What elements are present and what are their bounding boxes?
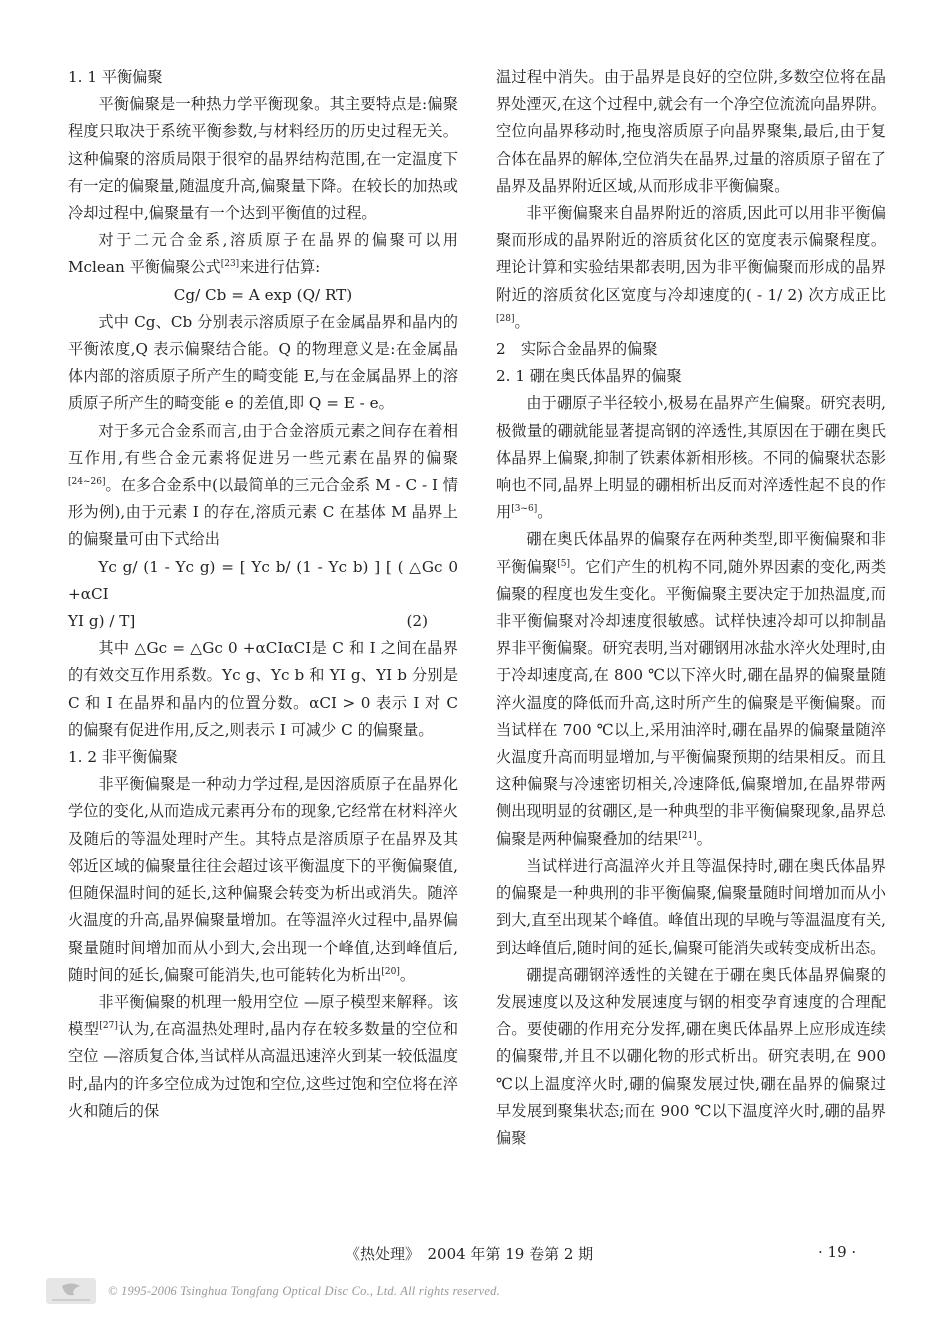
- citation: [24~26]: [68, 476, 106, 487]
- paragraph: 硼在奥氏体晶界的偏聚存在两种类型,即平衡偏聚和非平衡偏聚[5]。它们产生的机构不同,随外界因素的变化,两类偏聚的程度也发生变化。平衡偏聚主要决定于加热温度,而非平衡偏聚对冷却速度很敏感。试样快速冷却可以抑制晶界非平衡偏聚。研究表明,当对硼钢用冰盐水淬火处理时,由于冷却速度高,在 800 ℃以下淬火时,硼在晶界的偏聚量随淬火温度的降低而升高,这时所产生的偏聚是平衡偏聚。而当试样在 700 ℃以上,采用油淬时,硼在晶界的偏聚量随淬火温度升高而明显增加,与平衡偏聚预期的结果相反。而且这种偏聚与冷速密切相关,冷速降低,偏聚增加,在晶界带两侧出现明显的贫硼区,是一种典型的非平衡偏聚现象,晶界总偏聚是两种偏聚叠加的结果[21]。: [496, 530, 887, 848]
- citation: [28]: [496, 313, 515, 324]
- paragraph: 平衡偏聚是一种热力学平衡现象。其主要特点是:偏聚程度只取决于系统平衡参数,与材料经历的历史过程无关。这种偏聚的溶质局限于很窄的晶界结构范围,在一定温度下有一定的偏聚量,随温度升高,偏聚量下降。在较长的加热或冷却过程中,偏聚量有一个达到平衡值的过程。: [68, 95, 458, 223]
- publisher-logo-icon: [46, 1278, 96, 1304]
- formula-2: [68, 554, 458, 636]
- section-heading-2-1: 2. 1 硼在奥氏体晶界的偏聚: [496, 367, 682, 386]
- citation: [5]: [557, 558, 570, 569]
- paragraph: 对于多元合金系而言,由于合金溶质元素之间存在着相互作用,有些合金元素将促进另一些元素在晶界的偏聚[24~26]。在多合金系中(以最简单的三元合金系 M - C - I 情形为例),由于元素 I 的存在,溶质元素 C 在基体 M 晶界上的偏聚量可由下式给出: [68, 421, 458, 549]
- citation: [23]: [220, 259, 240, 270]
- left-column: [68, 64, 458, 1125]
- paragraph: 当试样进行高温淬火并且等温保持时,硼在奥氏体晶界的偏聚是一种典刑的非平衡偏聚,偏聚量随时间增加而从小到大,直至出现某个峰值。峰值出现的早晚与等温温度有关,到达峰值后,随时间的延长,偏聚可能消失或转变成析出态。: [496, 856, 886, 957]
- paragraph: 其中 △Gc = △Gc 0 +αCIαCI是 C 和 I 之间在晶界的有效交互作用系数。Yc g、Yc b 和 YI g、YI b 分别是 C 和 I 在晶界和晶内的位置分数。αCI > 0 表示 I 对 C 的偏聚有促进作用,反之,则表示 I 可减少 C 的偏聚量。: [68, 639, 458, 739]
- paragraph: 非平衡偏聚的机理一般用空位 —原子模型来解释。该模型[27]认为,在高温热处理时,晶内存在较多数量的空位和空位 —溶质复合体,当试样从高温迅速淬火到某一较低温度时,晶内的许多空位成为过饱和空位,这些过饱和空位将在淬火和随后的保: [68, 992, 459, 1120]
- citation: [21]: [678, 830, 697, 841]
- paragraph: 非平衡偏聚来自晶界附近的溶质,因此可以用非平衡偏聚而形成的晶界附近的溶质贫化区的宽度表示偏聚程度。理论计算和实验结果都表明,因为非平衡偏聚而形成的晶界附近的溶质贫化区宽度与冷却速度的( - 1/ 2) 次方成正比[28]。: [496, 204, 886, 331]
- section-heading-1-2: 1. 2 非平衡偏聚: [68, 748, 178, 767]
- formula-1: Cg/ Cb = A exp (Q/ RT): [173, 285, 353, 304]
- paragraph: 非平衡偏聚是一种动力学过程,是因溶质原子在晶界化学位的变化,从而造成元素再分布的现象,它经常在材料淬火及随后的等温处理时产生。其特点是溶质原子在晶界及其邻近区域的偏聚量往往会超过该平衡温度下的平衡偏聚值,但随保温时间的延长,这种偏聚会转变为析出或消失。随淬火温度的升高,晶界偏聚量增加。在等温淬火过程中,晶界偏聚量随时间增加而从小到大,会出现一个峰值,达到峰值后,随时间的延长,偏聚可能消失,也可能转化为析出[20]。: [68, 775, 458, 984]
- page-number: · 19 ·: [818, 1243, 857, 1261]
- copyright-notice: © 1995-2006 Tsinghua Tongfang Optical Disc Co., Ltd. All rights reserved.: [108, 1284, 500, 1298]
- formula-2-line-2: YI g) / T]: [68, 612, 136, 631]
- section-heading-2: 2 实际合金晶界的偏聚: [496, 340, 658, 359]
- formula-2-line-1: Yc g/ (1 - Yc g) = [ Yc b/ (1 - Yc b) ] [ ( △Gc 0 +αCI: [68, 557, 458, 603]
- paragraph: 对于二元合金系,溶质原子在晶界的偏聚可以用 Mclean 平衡偏聚公式[23]来进行估算:: [68, 231, 458, 277]
- citation: [20]: [381, 966, 400, 977]
- section-heading-1-1: 1. 1 平衡偏聚: [68, 68, 163, 86]
- paragraph: 式中 Cg、Cb 分别表示溶质原子在金属晶界和晶内的平衡浓度,Q 表示偏聚结合能。Q 的物理意义是:在金属晶体内部的溶质原子所产生的畸变能 E,与在金属晶界上的溶质原子所产生的畸变能 e 的差值,即 Q = E - e。: [68, 312, 458, 413]
- paragraph: 由于硼原子半径较小,极易在晶界产生偏聚。研究表明,极微量的硼就能显著提高钢的淬透性,其原因在于硼在奥氏体晶界上偏聚,抑制了铁素体新相形核。不同的偏聚状态影响也不同,晶界上明显的硼相析出反而对淬透性起不良的作用[3~6]。: [496, 394, 886, 522]
- right-column: [496, 64, 886, 1152]
- citation: [27]: [99, 1021, 118, 1032]
- paragraph: 硼提高硼钢淬透性的关键在于硼在奥氏体晶界偏聚的发展速度以及这种发展速度与钢的相变孕育速度的合理配合。要使硼的作用充分发挥,硼在奥氏体晶界上应形成连续的偏聚带,并且不以硼化物的形式析出。研究表明,在 900 ℃以上温度淬火时,硼的偏聚发展过快,硼在晶界的偏聚过早发展到聚集状态;而在 900 ℃以下温度淬火时,硼的晶界偏聚: [496, 965, 886, 1147]
- journal-info: 《热处理》 2004 年第 19 卷第 2 期: [345, 1245, 594, 1263]
- citation: [3~6]: [511, 504, 538, 515]
- paragraph: 温过程中消失。由于晶界是良好的空位阱,多数空位将在晶界处湮灭,在这个过程中,就会有一个净空位流流向晶界阱。空位向晶界移动时,拖曳溶质原子向晶界聚集,最后,由于复合体在晶界的解体,空位消失在晶界,过量的溶质原子留在了晶界及晶界附近区域,从而形成非平衡偏聚。: [496, 68, 886, 195]
- formula-number: (2): [406, 612, 428, 631]
